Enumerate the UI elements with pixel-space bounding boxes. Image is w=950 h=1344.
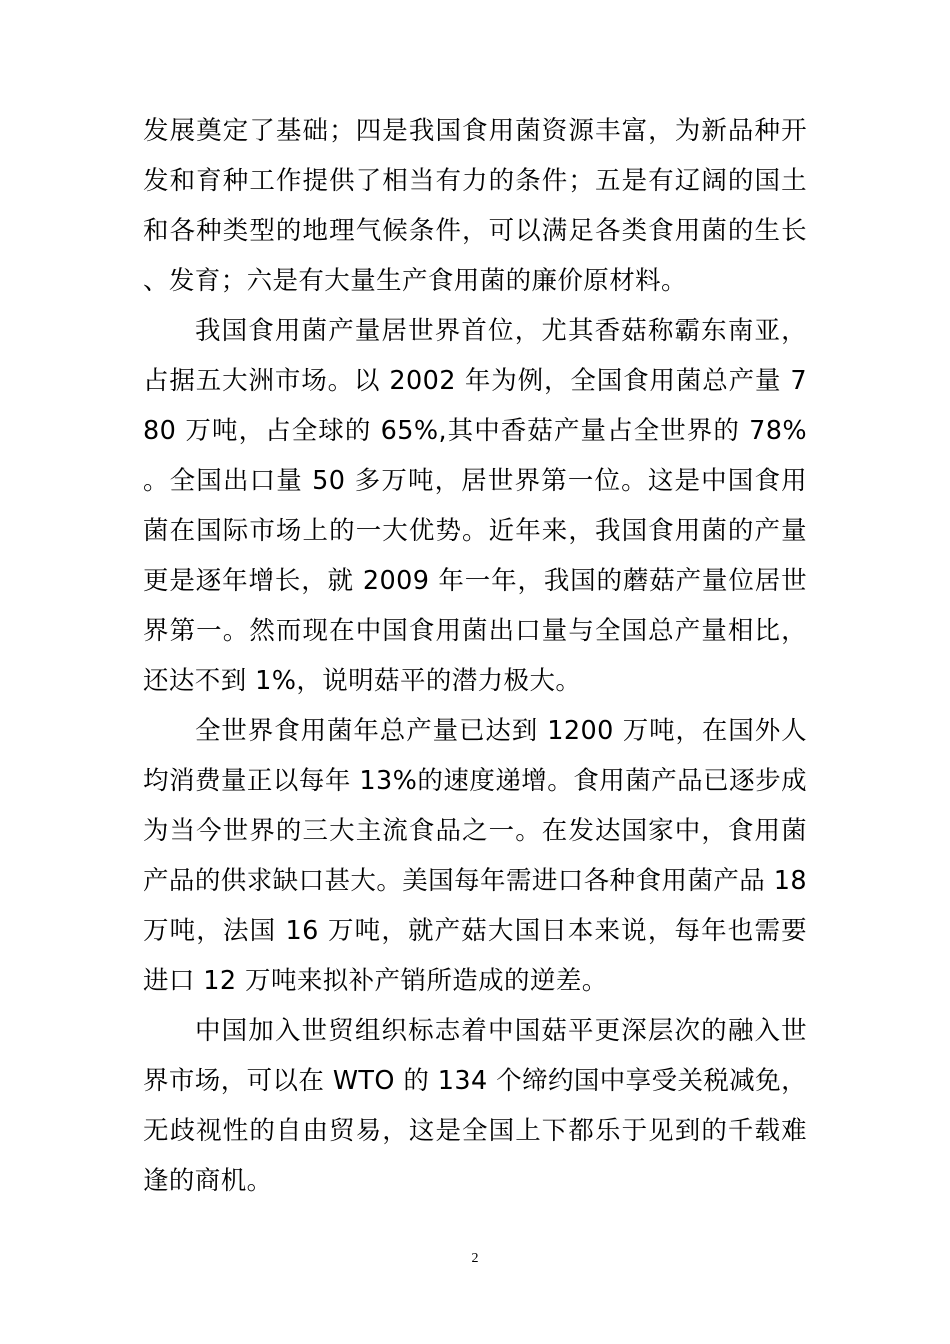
paragraph-4: 中国加入世贸组织标志着中国菇平更深层次的融入世界市场，可以在 WTO 的 134 个缔约国中享受关税减免，无歧视性的自由贸易，这是全国上下都乐于见到的千载难逢的商机。 [143, 1016, 807, 1196]
paragraph-1: 发展奠定了基础；四是我国食用菌资源丰富，为新品种开发和育种工作提供了相当有力的条件；五是有辽阔的国土和各种类型的地理气候条件，可以满足各类食用菌的生长、发育；六是有大量生产食用菌的廉价原材料。 [143, 116, 807, 296]
document-body [143, 106, 807, 1206]
page-number: 2 [471, 1251, 479, 1266]
paragraph-2: 我国食用菌产量居世界首位，尤其香菇称霸东南亚，占据五大洲市场。以 2002 年为例，全国食用菌总产量 780 万吨，占全球的 65%,其中香菇产量占全世界的 78%。全国出口量 50 多万吨，居世界第一位。这是中国食用菌在国际市场上的一大优势。近年来，我国食用菌的产量更是逐年增长，就 2009 年一年，我国的蘑菇产量位居世界第一。然而现在中国食用菌出口量与全国总产量相比，还达不到 1%，说明菇平的潜力极大。 [143, 316, 807, 696]
paragraph-3: 全世界食用菌年总产量已达到 1200 万吨，在国外人均消费量正以每年 13%的速度递增。食用菌产品已逐步成为当今世界的三大主流食品之一。在发达国家中，食用菌产品的供求缺口甚大。美国每年需进口各种食用菌产品 18 万吨，法国 16 万吨，就产菇大国日本来说，每年也需要进口 12 万吨来拟补产销所造成的逆差。 [143, 716, 807, 996]
